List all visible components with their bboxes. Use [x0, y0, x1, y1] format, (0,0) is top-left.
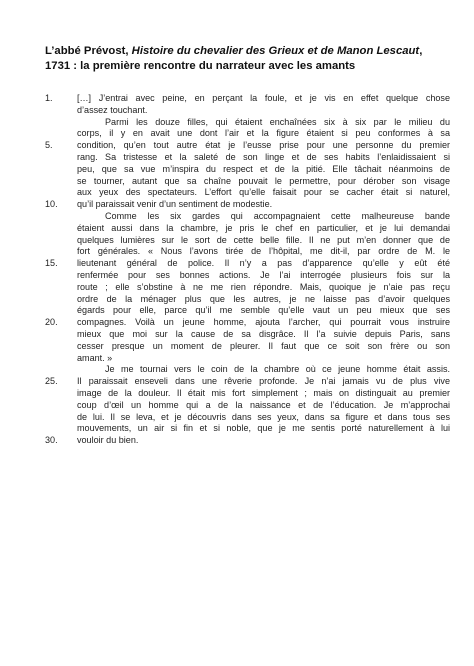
line-text: peu, que sa vue m’inspira du respect et de la pitié. Elle tâchait néanmoins de: [77, 163, 450, 174]
text-line: [45, 412, 450, 424]
text-line: [45, 353, 450, 365]
line-text: mouvements, un air si fin et si noble, que je me sentis porté naturellement à lui: [77, 423, 450, 434]
line-text: vouloir du bien.: [77, 435, 139, 446]
text-line: [45, 117, 450, 129]
line-text: Il paraissait enseveli dans une rêverie profonde. Je n’ai jamais vu de plus vive: [77, 376, 450, 387]
line-text: condition, qu’en tout autre état je l’eusse prise pour une personne du premier: [77, 140, 450, 151]
text-line: [45, 93, 450, 105]
line-text: mieux que moi sur la cause de sa disgrâce. Il l’a suivie depuis Paris, sans: [77, 328, 450, 339]
text-line: [45, 128, 450, 140]
line-number: 15.: [45, 258, 58, 269]
text-line: [45, 423, 450, 435]
line-text: Parmi les douze filles, qui étaient enchaînées six à six par le milieu du: [105, 116, 450, 127]
text-line: [45, 435, 450, 447]
text-line: [45, 400, 450, 412]
line-text: égards pour elle, parce qu’il me semble qu’elle vaut un peu mieux que ses: [77, 305, 450, 316]
line-text: cesser presque un moment de pleurer. Il faut que ce soit son frère ou son: [77, 340, 450, 351]
title-work: Histoire du chevalier des Grieux et de Manon Lescaut: [131, 45, 420, 57]
text-line: [45, 341, 450, 353]
line-text: Comme les six gardes qui accompagnaient cette malheureuse bande: [105, 210, 450, 221]
line-number: 20.: [45, 317, 58, 328]
text-line: [45, 105, 450, 117]
line-text: se tourner, autant que sa chaîne pouvait le permettre, pour dérober son visage: [77, 175, 450, 186]
line-text: d’assez touchant.: [77, 104, 148, 115]
line-text: fort générales. « Nous l’avons tirée de l’hôpital, me dit-il, par ordre de M. le: [77, 246, 450, 257]
line-number: 25.: [45, 376, 58, 387]
excerpt-text: [45, 93, 450, 447]
line-text: Je me tournai vers le coin de la chambre où ce jeune homme était assis.: [105, 364, 450, 375]
line-text: […] J’entrai avec peine, en perçant la foule, et je vis en effet quelque chose: [77, 93, 450, 103]
line-text: renfermée pour ses bonnes actions. Je l’ai interrogée plusieurs fois sur la: [77, 269, 450, 280]
line-text: coup d’œil un homme qui a de la naissance et de l’éducation. Je m’approchai: [77, 399, 450, 410]
title-rest: , 1731 : la première rencontre du narrateur avec les amants: [45, 45, 423, 72]
text-line: [45, 187, 450, 199]
text-line: [45, 164, 450, 176]
line-text: qu’il paraissait venir d’un sentiment de modestie.: [77, 199, 273, 210]
text-line: [45, 223, 450, 235]
line-number: 10.: [45, 199, 58, 210]
text-line: [45, 140, 450, 152]
text-line: [45, 246, 450, 258]
line-text: corps, il y en avait une dont l’air et la figure étaient si peu conformes à sa: [77, 128, 450, 139]
line-text: amant. »: [77, 352, 113, 363]
text-line: [45, 364, 450, 376]
line-text: étaient aussi dans la chambre, je pris le chef en particulier, et je lui demandai: [77, 222, 450, 233]
document-title: [45, 44, 445, 74]
text-line: [45, 235, 450, 247]
line-text: de lui. Il se leva, et je découvris dans ses yeux, dans sa figure et dans tous ses: [77, 411, 450, 422]
title-author: L’abbé Prévost,: [45, 45, 129, 57]
text-line: [45, 317, 450, 329]
line-text: aux yeux des spectateurs. L’effort qu’elle faisait pour se cacher était si naturel,: [77, 187, 450, 198]
text-line: [45, 211, 450, 223]
line-text: route ; elle s’obstine à ne me rien répondre. Mais, quoique je n’aie pas reçu: [77, 281, 450, 292]
text-line: [45, 376, 450, 388]
line-text: ordre de la ménager plus que les autres, je ne laisse pas d’avoir quelques: [77, 293, 450, 304]
line-text: image de la douleur. Il était mis fort simplement ; mais on distinguait au premier: [77, 387, 450, 398]
text-line: [45, 388, 450, 400]
line-text: quelques lumières sur le sort de cette belle fille. Il ne put m’en donner que de: [77, 234, 450, 245]
line-text: lieutenant général de police. Il n’y a pas d’apparence qu’elle y eût été: [77, 258, 450, 269]
line-number: 30.: [45, 435, 58, 446]
text-line: [45, 258, 450, 270]
text-line: [45, 294, 450, 306]
text-line: [45, 176, 450, 188]
text-line: [45, 199, 450, 211]
text-line: [45, 329, 450, 341]
line-number: 5.: [45, 140, 53, 151]
text-line: [45, 270, 450, 282]
text-line: [45, 305, 450, 317]
text-line: [45, 282, 450, 294]
line-text: compagnes. Voilà un jeune homme, ajouta l’archer, qui pourrait vous instruire: [77, 317, 450, 328]
line-text: rang. Sa tristesse et la saleté de son linge et de ses habits l’enlaidissaient si: [77, 151, 450, 162]
line-number: 1.: [45, 93, 53, 103]
text-line: [45, 152, 450, 164]
